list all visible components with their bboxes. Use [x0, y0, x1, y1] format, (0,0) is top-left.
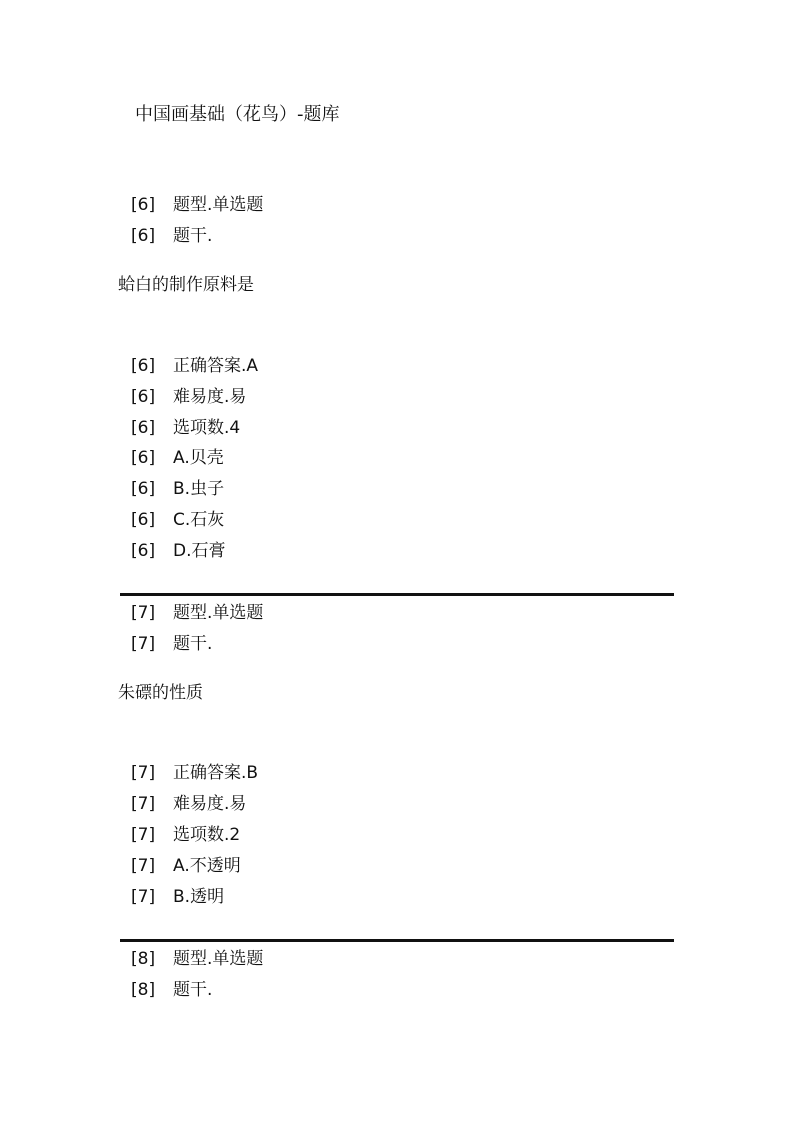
document-title: 中国画基础（花鸟）-题库: [135, 104, 340, 125]
option-line: [131, 885, 224, 909]
question-number: [7]: [131, 825, 156, 845]
question-stem: 朱磦的性质: [118, 683, 203, 703]
question-number: [8]: [131, 949, 156, 969]
option-count-line: [131, 823, 240, 847]
option-line: [131, 446, 224, 470]
option-count: 选项数.4: [173, 418, 241, 438]
option-b: B.虫子: [173, 479, 225, 499]
option-c: C.石灰: [173, 510, 225, 530]
question-number: [7]: [131, 887, 156, 907]
difficulty-line: [131, 792, 246, 816]
question-number: [6]: [131, 387, 156, 407]
correct-answer: 正确答案.B: [173, 763, 259, 783]
option-a: A.不透明: [173, 856, 241, 876]
question-number: [7]: [131, 634, 156, 654]
question-type: 题型.单选题: [173, 195, 264, 215]
option-b: B.透明: [173, 887, 225, 907]
question-number: [7]: [131, 763, 156, 783]
question-stem-label: 题干.: [173, 226, 213, 246]
option-line: [131, 539, 226, 563]
question-number: [6]: [131, 356, 156, 376]
correct-answer: 正确答案.A: [173, 356, 259, 376]
question-number: [7]: [131, 603, 156, 623]
option-a: A.贝壳: [173, 448, 224, 468]
question-stem-label: 题干.: [173, 980, 213, 1000]
question-stem: 蛤白的制作原料是: [118, 275, 254, 295]
difficulty: 难易度.易: [173, 387, 247, 407]
question-stem-label: 题干.: [173, 634, 213, 654]
option-count-line: [131, 416, 240, 440]
question-number: [6]: [131, 418, 156, 438]
question-stem-label-line: [131, 632, 212, 656]
answer-line: [131, 761, 258, 785]
question-number: [7]: [131, 856, 156, 876]
question-number: [6]: [131, 510, 156, 530]
question-number: [6]: [131, 226, 156, 246]
option-line: [131, 854, 241, 878]
question-number: [6]: [131, 541, 156, 561]
option-d: D.石膏: [173, 541, 226, 561]
question-number: [6]: [131, 448, 156, 468]
option-count: 选项数.2: [173, 825, 241, 845]
question-type-line: [131, 947, 263, 971]
question-type-line: [131, 601, 263, 625]
question-type-line: [131, 193, 263, 217]
question-number: [8]: [131, 980, 156, 1000]
option-line: [131, 508, 224, 532]
question-type: 题型.单选题: [173, 949, 264, 969]
question-number: [6]: [131, 479, 156, 499]
question-divider: [120, 593, 674, 596]
answer-line: [131, 354, 258, 378]
question-number: [6]: [131, 195, 156, 215]
question-stem-label-line: [131, 978, 212, 1002]
option-line: [131, 477, 224, 501]
question-number: [7]: [131, 794, 156, 814]
difficulty-line: [131, 385, 246, 409]
question-type: 题型.单选题: [173, 603, 264, 623]
question-stem-label-line: [131, 224, 212, 248]
question-divider: [120, 939, 674, 942]
difficulty: 难易度.易: [173, 794, 247, 814]
